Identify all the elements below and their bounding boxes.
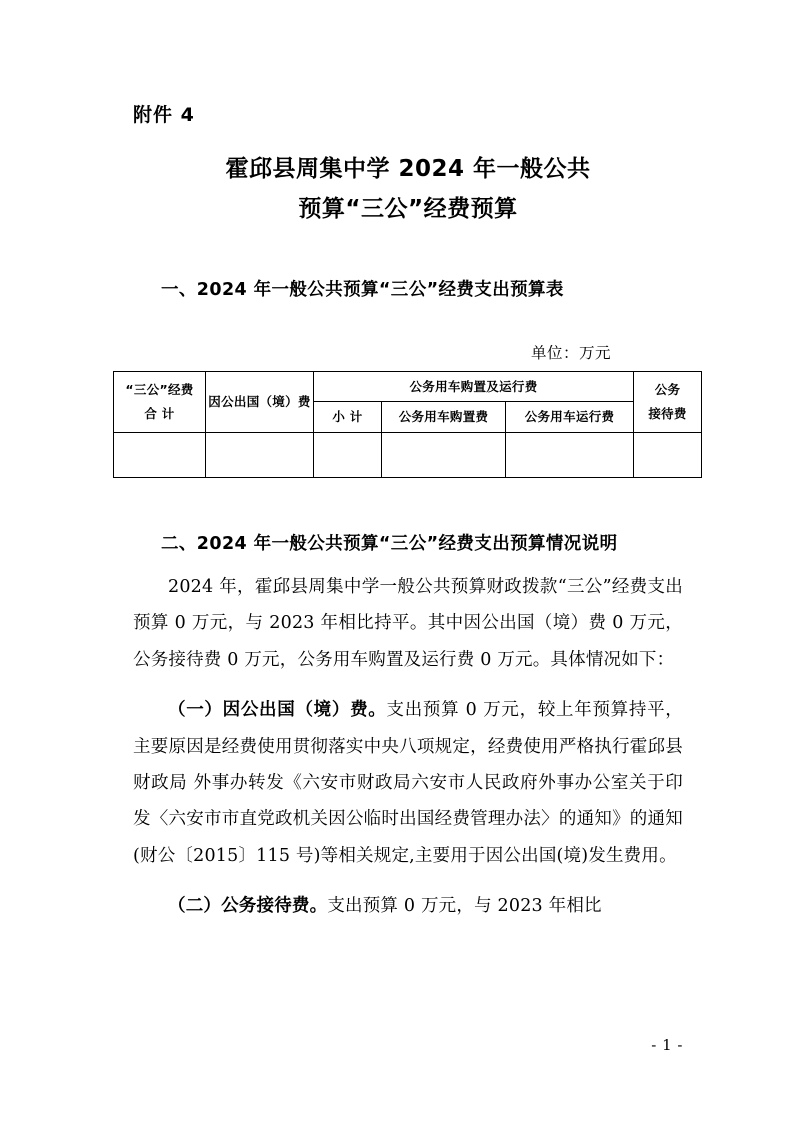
header-total-line-2: 合 计 bbox=[144, 405, 175, 421]
page-title-line-2: 预算“三公”经费预算 bbox=[298, 196, 518, 223]
cell-vehicle-purchase-value bbox=[382, 433, 506, 478]
paragraph-abroad-body: 支出预算 0 万元，较上年预算持平，主要原因是经费使用贯彻落实中央八项规定，经费使用严格执行霍邱县财政局 外事办转发《六安市财政局六安市人民政府外事办公室关于印发〈六安市市直党政机关因公临时出国经费管理办法〉的通知》的通知(财公〔2015〕115 号)等相关规定,主要用于因公出国(境)发生费用。 bbox=[133, 700, 683, 866]
paragraph-overview: 2024 年，霍邱县周集中学一般公共预算财政拨款“三公”经费支出预算 0 万元，与 2023 年相比持平。其中因公出国（境）费 0 万元，公务接待费 0 万元，公务用车购置及运行费 0 万元。具体情况如下： bbox=[133, 577, 683, 670]
budget-table bbox=[113, 371, 702, 479]
header-cell-abroad: 因公出国（境）费 bbox=[206, 371, 314, 433]
page-title bbox=[198, 149, 618, 230]
header-reception-line-2: 接待费 bbox=[648, 405, 687, 421]
paragraph-reception-label: （二）公务接待费。 bbox=[168, 896, 328, 917]
unit-note: 单位：万元 bbox=[530, 343, 611, 362]
section-heading-1: 一、2024 年一般公共预算“三公”经费支出预算表 bbox=[161, 279, 564, 300]
header-total-line-1: “三公”经费 bbox=[125, 382, 194, 397]
cell-reception-value bbox=[634, 433, 702, 478]
header-reception-line-1: 公务 bbox=[654, 382, 681, 397]
table-row bbox=[114, 433, 702, 478]
paragraph-abroad bbox=[133, 692, 683, 874]
header-cell-reception bbox=[634, 371, 702, 433]
header-cell-vehicle-operation: 公务用车运行费 bbox=[506, 402, 634, 433]
cell-total-value bbox=[114, 433, 206, 478]
paragraph-abroad-label: （一）因公出国（境）费。 bbox=[168, 700, 387, 721]
header-cell-vehicle-group: 公务用车购置及运行费 bbox=[314, 371, 634, 402]
header-cell-total bbox=[114, 371, 206, 433]
attachment-label: 附件 4 bbox=[133, 104, 195, 126]
section-heading-2: 二、2024 年一般公共预算“三公”经费支出预算情况说明 bbox=[161, 534, 618, 554]
cell-vehicle-operation-value bbox=[506, 433, 634, 478]
header-cell-vehicle-subtotal: 小 计 bbox=[314, 402, 382, 433]
cell-abroad-value bbox=[206, 433, 314, 478]
cell-vehicle-subtotal-value bbox=[314, 433, 382, 478]
table-header-row-1 bbox=[114, 371, 702, 402]
page-title-line-1: 霍邱县周集中学 2024 年一般公共 bbox=[225, 156, 591, 182]
page-number: - 1 - bbox=[651, 1036, 683, 1054]
paragraph-reception-body: 支出预算 0 万元，与 2023 年相比 bbox=[327, 896, 602, 917]
paragraph-reception bbox=[133, 888, 683, 924]
header-cell-vehicle-purchase: 公务用车购置费 bbox=[382, 402, 506, 433]
